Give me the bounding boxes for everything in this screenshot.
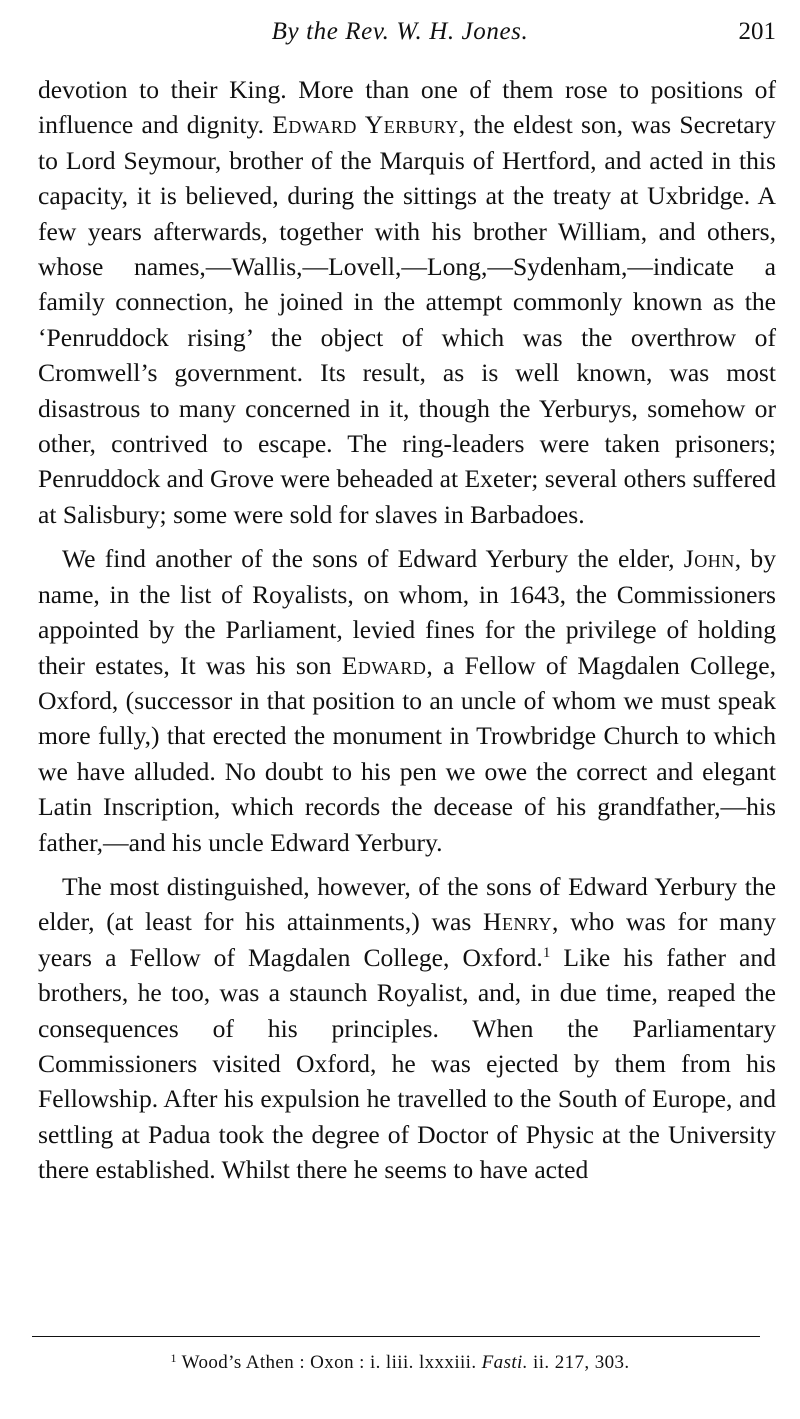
footnote-mark: 1 (170, 1351, 177, 1365)
footnote-text-b: Fasti. (481, 1352, 528, 1373)
footnote-text-a: Wood’s Athen : Oxon : i. liii. lxxxiii. (176, 1352, 482, 1373)
running-title: By the Rev. W. H. Jones. (271, 18, 529, 45)
paragraph-1-text-a: devotion to their King. More than one of them rose to positions of influence and dignity. (38, 75, 776, 140)
body-text (38, 72, 776, 1197)
name-henry: Henry (483, 907, 553, 937)
paragraph-3-text-b: , who was for many years a Fellow of Magdalen College, Oxford. (38, 907, 776, 972)
paragraph-1 (38, 72, 776, 532)
footnote (0, 1351, 800, 1374)
paragraph-2-text-b: , by name, in the list of Royalists, on whom, in 1643, the Commissioners appointed by the Parliament, levied fines for the privilege of holding their estates, It was his son (38, 544, 776, 680)
paragraph-3-text-c: Like his father and brothers, he too, was a staunch Royalist, and, in due time, reaped the consequences of his principles. When the Parliamentary Commissioners visited Oxford, he was ejected by them from his Fellowship. After his expulsion he travelled to the South of Europe, and settling at Padua took the degree of Doctor of Physic at the University there established. Whilst there he seems to have acted (38, 942, 776, 1185)
paragraph-3 (38, 869, 776, 1188)
paragraph-2-text-a: We find another of the sons of Edward Yerbury the elder, (62, 544, 684, 574)
running-header (0, 14, 800, 50)
paragraph-3-text-a: The most distinguished, however, of the sons of Edward Yerbury the elder, (at least for his attainments,) was (38, 871, 776, 937)
paragraph-1-text-b: , the eldest son, was Secretary to Lord Seymour, brother of the Marquis of Hertford, and acted in this capacity, it is believed, during the sittings at the treaty at Uxbridge. A few years afterwards, together with his brother William, and others, whose names,—Wallis,—Lovell,—Long,—Sydenham,—indicate a family connection, he joined in the attempt commonly known as the ‘Penruddock rising’ the object of which was the overthrow of Cromwell’s government. Its result, as is well known, was most disastrous to many concerned in it, though the Yerburys, somehow or other, contrived to escape. The ring-leaders were taken prisoners; Penruddock and Grove were beheaded at Exeter; several others suffered at Salisbury; some were sold for slaves in Barbadoes. (38, 110, 776, 529)
footnote-text-c: ii. 217, 303. (527, 1352, 630, 1373)
paragraph-2 (38, 541, 776, 860)
name-edward-yerbury: Edward Yerbury (272, 110, 459, 140)
name-edward: Edward (341, 650, 427, 680)
name-john: John (683, 544, 735, 574)
paragraph-2-text-c: , a Fellow of Magdalen College, Oxford, (successor in that position to an uncle of whom we must speak more fully,) that erected the monument in Trowbridge Church to which we have alluded. No doubt to his pen we owe the correct and elegant Latin Inscription, which records the decease of his grandfather,—his father,—and his uncle Edward Yerbury. (38, 650, 776, 857)
page-number: 201 (738, 18, 776, 45)
footnote-reference: 1 (542, 944, 551, 961)
footnote-divider (32, 1336, 760, 1337)
